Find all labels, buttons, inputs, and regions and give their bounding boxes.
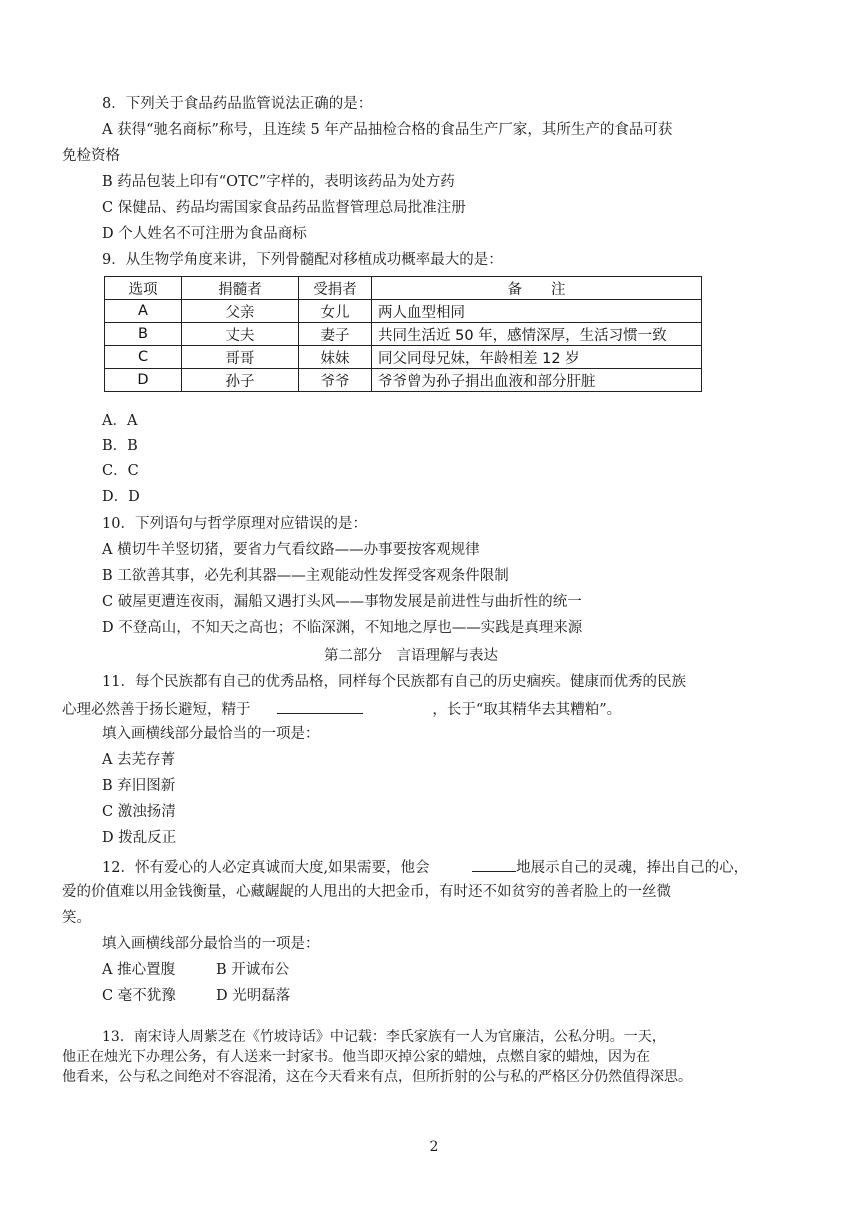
table-row <box>105 300 702 323</box>
q12-stem-end: 笑。 <box>62 910 91 926</box>
q11-prompt: 填入画横线部分最恰当的一项是： <box>102 726 320 742</box>
table-cell: 同父同母兄妹，年龄相差 12 岁 <box>372 346 702 369</box>
table-header-cell: 捐髓者 <box>182 277 299 300</box>
table-cell: 爷爷 <box>299 369 372 392</box>
q13-line-2: 他正在烛光下办理公务，有人送来一封家书。他当即灭掉公家的蜡烛，点燃自家的蜡烛，因为在 <box>62 1049 650 1065</box>
table-header-cell: 受捐者 <box>299 277 372 300</box>
table-cell: D <box>105 369 182 392</box>
q10-stem: 10．下列语句与哲学原理对应错误的是： <box>102 516 367 532</box>
q12-options-row-1 <box>102 960 289 980</box>
table-header-cell: 备 注 <box>372 277 702 300</box>
q8-option-c: C 保健品、药品均需国家食品药品监督管理总局批准注册 <box>102 200 466 216</box>
q11-option-d: D 拨乱反正 <box>102 830 177 846</box>
table-cell: 两人血型相同 <box>372 300 702 323</box>
q13-line-3: 他看来，公与私之间绝对不容混淆，这在今天看来有点，但所折射的公与私的严格区分仍然值得深思。 <box>62 1069 692 1085</box>
table-cell: 爷爷曾为孙子捐出血液和部分肝脏 <box>372 369 702 392</box>
q13-line-1: 13．南宋诗人周紫芝在《竹坡诗话》中记载：李氏家族有一人为官廉洁，公私分明。一天， <box>102 1029 666 1045</box>
section-heading: 第二部分 言语理解与表达 <box>324 648 498 664</box>
table-cell: 父亲 <box>182 300 299 323</box>
q11-option-a: A 去芜存菁 <box>102 752 176 768</box>
q8-option-a-cont: 免检资格 <box>62 148 120 164</box>
table-cell: 妹妹 <box>299 346 372 369</box>
q10-option-b: B 工欲善其事，必先利其器——主观能动性发挥受客观条件限制 <box>102 568 509 584</box>
q12-option-c: C 毫不犹豫 <box>102 988 176 1004</box>
q9-option-b: B．B <box>102 438 138 454</box>
q8-option-a: A 获得“驰名商标”称号，且连续 5 年产品抽检合格的食品生产厂家，其所生产的食品可获 <box>102 122 673 138</box>
q9-stem: 9．从生物学角度来讲，下列骨髓配对移植成功概率最大的是： <box>102 252 503 268</box>
table-cell: 女儿 <box>299 300 372 323</box>
q12-option-d: D 光明磊落 <box>216 988 291 1004</box>
q8-option-d: D 个人姓名不可注册为食品商标 <box>102 226 307 242</box>
q11-answer-blank[interactable] <box>277 698 363 714</box>
q11-stem-part-a: 心理必然善于扬长避短，精于 <box>62 702 251 718</box>
q9-table <box>104 276 702 392</box>
q11-stem-cont <box>62 698 621 720</box>
table-cell: 哥哥 <box>182 346 299 369</box>
q12-options-row-2 <box>102 986 290 1006</box>
q10-option-a: A 横切牛羊竖切猪，要省力气看纹路——办事要按客观规律 <box>102 542 480 558</box>
q11-option-c: C 激浊扬清 <box>102 804 176 820</box>
q11-option-b: B 弃旧图新 <box>102 778 176 794</box>
table-cell: C <box>105 346 182 369</box>
table-header-row <box>105 277 702 300</box>
q12-stem-cont: 爱的价值难以用金钱衡量，心藏龌龊的人甩出的大把金币，有时还不如贫穷的善者脸上的一丝微 <box>62 884 671 900</box>
q10-option-d: D 不登高山，不知天之高也；不临深渊，不知地之厚也——实践是真理来源 <box>102 620 583 636</box>
q10-option-c: C 破屋更遭连夜雨，漏船又遇打头风——事物发展是前进性与曲折性的统一 <box>102 594 582 610</box>
table-cell: 妻子 <box>299 323 372 346</box>
q11-stem: 11．每个民族都有自己的优秀品格，同样每个民族都有自己的历史痼疾。健康而优秀的民族 <box>102 674 686 690</box>
q12-option-b: B 开诚布公 <box>216 962 290 978</box>
q12-stem <box>102 856 748 878</box>
q8-stem: 8．下列关于食品药品监管说法正确的是： <box>102 96 373 112</box>
q12-stem-part-a: 12．怀有爱心的人必定真诚而大度,如果需要，他会 <box>102 860 430 876</box>
table-cell: 孙子 <box>182 369 299 392</box>
table-row <box>105 323 702 346</box>
q12-option-a: A 推心置腹 <box>102 962 176 978</box>
table-row <box>105 369 702 392</box>
q9-option-a: A．A <box>102 413 138 429</box>
q12-answer-blank[interactable] <box>472 856 516 872</box>
page-number: 2 <box>429 1139 439 1155</box>
table-cell: B <box>105 323 182 346</box>
q11-stem-part-b: ，长于“取其精华去其糟粕”。 <box>432 702 622 718</box>
table-row <box>105 346 702 369</box>
q12-stem-part-b: 地展示自己的灵魂，捧出自己的心， <box>516 860 749 876</box>
table-header-cell: 选项 <box>105 277 182 300</box>
table-cell: 共同生活近 50 年，感情深厚，生活习惯一致 <box>372 323 702 346</box>
q9-option-d: D．D <box>102 489 140 505</box>
q8-option-b: B 药品包装上印有“OTC”字样的，表明该药品为处方药 <box>102 174 455 190</box>
q9-option-c: C．C <box>102 463 139 479</box>
table-cell: 丈夫 <box>182 323 299 346</box>
table-cell: A <box>105 300 182 323</box>
q12-prompt: 填入画横线部分最恰当的一项是： <box>102 936 320 952</box>
